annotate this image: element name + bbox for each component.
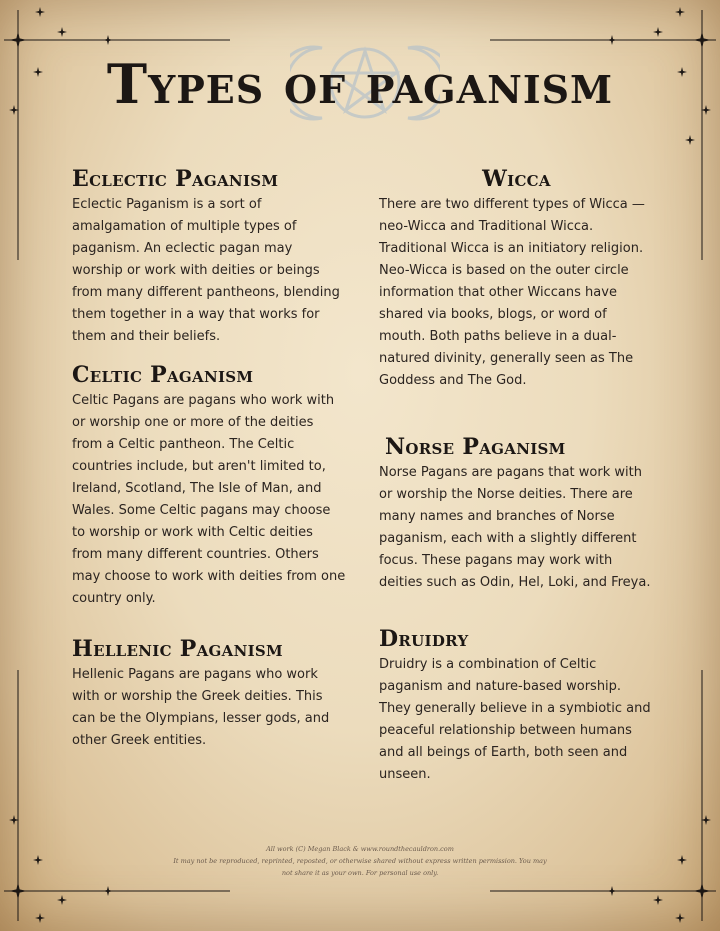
sparkle-star-icon <box>33 855 43 865</box>
section-body: Norse Pagans are pagans that work with or worship the Norse deities. There are many names and branches of Norse paganism, each with a slightly different focus. These pagans may work with deities such as Odin, Hel, Loki, and Freya. <box>379 465 651 590</box>
sparkle-star-icon <box>675 7 685 17</box>
sparkle-star-icon <box>9 815 19 825</box>
footer-line: not share it as your own. For personal use only. <box>281 869 439 877</box>
sparkle-star-icon <box>35 7 45 17</box>
sparkle-star-icon <box>35 913 45 923</box>
section-body: There are two different types of Wicca — neo-Wicca and Traditional Wicca. Traditional Wicca is an initiatory religion. Neo-Wicca is based on the outer circle information that other Wiccans have shared via books, blogs, or word of mouth. Both paths believe in a dual-natured divinity, generally seen as The Goddess and The God. <box>379 197 645 388</box>
sparkle-star-icon <box>701 815 711 825</box>
section-body: Celtic Pagans are pagans who work with or worship one or more of the deities from a Celtic pantheon. The Celtic countries include, but aren't limited to, Ireland, Scotland, The Isle of Man, and Wales. Some Celtic pagans may choose to worship or work with Celtic deities from many different countries. Others may choose to work with deities from one country only. <box>72 393 346 606</box>
section-wicca <box>379 166 654 392</box>
sparkle-star-icon <box>103 886 113 896</box>
copyright-footer <box>150 843 570 879</box>
sparkle-star-icon <box>653 27 663 37</box>
section-heading: Celtic Paganism <box>72 362 254 388</box>
section-heading: Druidry <box>379 626 469 652</box>
sparkle-star-icon <box>685 135 695 145</box>
section-druidry <box>379 626 654 786</box>
sparkle-star-icon <box>57 895 67 905</box>
sparkle-star-icon <box>9 882 27 900</box>
section-heading: Wicca <box>482 166 551 192</box>
sparkle-star-icon <box>675 913 685 923</box>
footer-line: All work (C) Megan Black & www.roundthecauldron.com <box>266 845 454 853</box>
sparkle-star-icon <box>103 35 113 45</box>
sparkle-star-icon <box>693 882 711 900</box>
sparkle-star-icon <box>57 27 67 37</box>
sparkle-star-icon <box>653 895 663 905</box>
section-norse-paganism <box>379 434 654 594</box>
section-celtic-paganism <box>72 362 347 610</box>
section-heading: Hellenic Paganism <box>72 636 283 662</box>
section-heading: Eclectic Paganism <box>72 166 279 192</box>
section-body: Hellenic Pagans are pagans who work with or worship the Greek deities. This can be the Olympians, lesser gods, and other Greek entities. <box>72 667 330 748</box>
left-column <box>72 166 347 752</box>
sparkle-star-icon <box>677 855 687 865</box>
section-body: Druidry is a combination of Celtic paganism and nature-based worship. They generally believe in a symbiotic and peaceful relationship between humans and all beings of Earth, both seen and unseen. <box>379 657 651 782</box>
section-hellenic-paganism <box>72 636 347 752</box>
footer-line: It may not be reproduced, reprinted, reposted, or otherwise shared without express written permission. You may <box>173 857 547 865</box>
page-title: Types of paganism <box>106 52 614 116</box>
section-eclectic-paganism <box>72 166 347 348</box>
right-column <box>379 166 654 786</box>
sparkle-star-icon <box>9 31 27 49</box>
section-heading: Norse Paganism <box>385 434 566 460</box>
sparkle-star-icon <box>693 31 711 49</box>
sparkle-star-icon <box>607 35 617 45</box>
sparkle-star-icon <box>607 886 617 896</box>
section-body: Eclectic Paganism is a sort of amalgamation of multiple types of paganism. An eclectic pagan may worship or work with deities or beings from many different pantheons, blending them together in a way that works for them and their beliefs. <box>72 197 340 344</box>
